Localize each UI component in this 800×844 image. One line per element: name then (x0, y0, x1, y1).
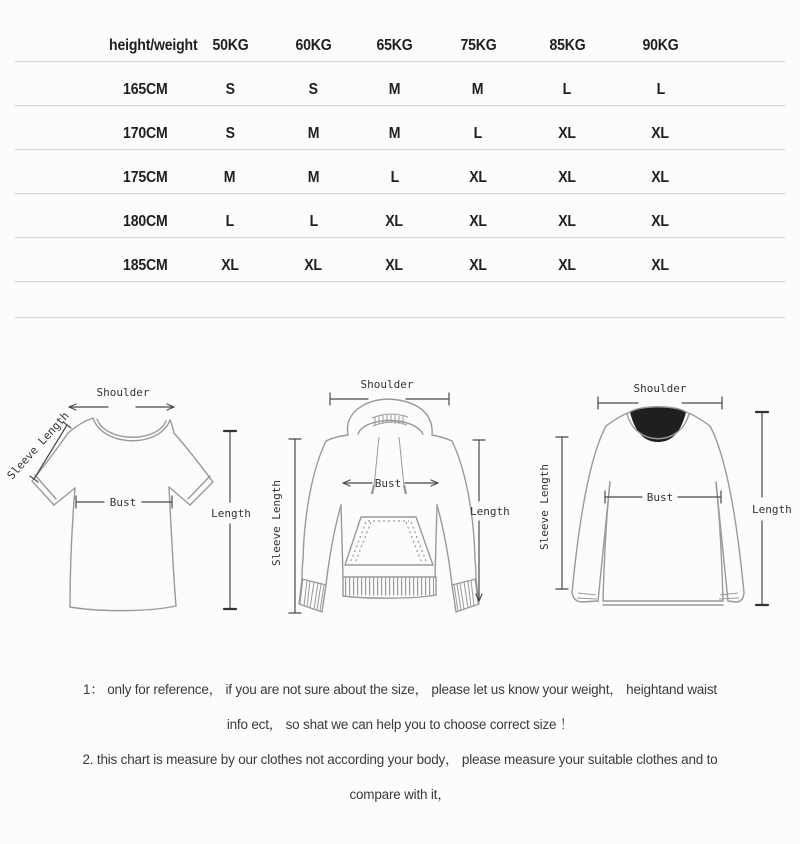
row-label: 170CM (122, 125, 168, 142)
table-cell (187, 257, 273, 281)
header-75kg: 75KG (459, 37, 497, 54)
table-cell (187, 125, 273, 149)
row-label-cell (15, 125, 187, 149)
size-value: XL (221, 257, 239, 274)
size-chart-table (15, 0, 785, 318)
tshirt-length-label: Length (211, 507, 251, 520)
note-1-line-2: info ect， so shat we can help you to choose correct size ！ (226, 717, 574, 732)
cuff-wrinkles (577, 593, 739, 599)
table-header-cell (273, 37, 354, 61)
table-cell (435, 81, 521, 105)
table-cell (613, 213, 708, 237)
row-label-cell (15, 213, 187, 237)
size-value: XL (385, 213, 404, 230)
size-value: M (388, 125, 401, 142)
size-value: XL (558, 169, 576, 186)
table-cell (521, 81, 613, 105)
size-value: XL (651, 169, 670, 186)
size-value: S (225, 125, 235, 142)
header-60kg: 60KG (295, 37, 332, 54)
longsleeve-shoulder-label: Shoulder (633, 382, 687, 395)
table-cell (613, 257, 708, 281)
hoodie-measure-lines (289, 393, 485, 613)
header-90kg: 90KG (642, 37, 679, 54)
tshirt-bust-label: Bust (109, 496, 137, 509)
table-cell (273, 81, 354, 105)
size-value: XL (558, 257, 576, 274)
size-value: L (473, 125, 483, 142)
table-cell (435, 257, 521, 281)
size-value: XL (304, 257, 323, 274)
size-value: S (225, 81, 235, 98)
size-value: XL (469, 169, 487, 186)
table-header-cell (15, 37, 198, 61)
row-label: 165CM (122, 81, 168, 98)
table-row (15, 62, 785, 106)
table-cell (521, 169, 613, 193)
table-row (15, 150, 785, 194)
table-cell (354, 169, 435, 193)
size-value: L (390, 169, 399, 186)
table-cell (273, 125, 354, 149)
table-cell (187, 169, 273, 193)
size-value: L (656, 81, 665, 98)
table-row (15, 106, 785, 150)
size-value: M (472, 81, 484, 98)
longsleeve-sleeve-length-label: Sleeve Length (538, 463, 551, 551)
longsleeve-length-label: Length (752, 503, 792, 516)
table-cell (273, 213, 354, 237)
header-65kg: 65KG (376, 37, 413, 54)
table-empty-row (15, 282, 785, 318)
longsleeve-bust-label: Bust (646, 491, 674, 504)
collar-fill (630, 407, 686, 442)
size-value: XL (558, 125, 576, 142)
table-cell (273, 169, 354, 193)
row-label-cell (15, 169, 187, 193)
row-label-cell (15, 257, 187, 281)
table-cell (521, 213, 613, 237)
table-cell (354, 257, 435, 281)
table-header-cell (521, 37, 613, 61)
measurement-diagrams (0, 355, 800, 650)
size-value: L (562, 81, 572, 98)
size-value: M (307, 125, 320, 142)
size-value: L (309, 213, 318, 230)
size-value: XL (651, 125, 670, 142)
size-value: S (308, 81, 319, 98)
hoodie-shoulder-label: Shoulder (360, 378, 414, 391)
table-cell (435, 125, 521, 149)
table-header-cell (435, 37, 521, 61)
tshirt-sleeve-length-label: Sleeve Length (4, 409, 72, 483)
table-cell (613, 169, 708, 193)
size-value: XL (469, 213, 487, 230)
note-2-line-1: 2. this chart is measure by our clothes not according your body， please measure your suitable clothes and to (82, 752, 718, 767)
size-value: XL (651, 213, 670, 230)
hoodie-diagram (266, 355, 530, 650)
table-cell (273, 257, 354, 281)
table-cell (613, 81, 708, 105)
note-2-line-2: compare with it， (349, 787, 451, 802)
hoodie-bust-label: Bust (374, 477, 402, 490)
table-cell (521, 125, 613, 149)
table-header-cell (613, 37, 708, 61)
tshirt-outline (32, 418, 213, 611)
size-value: M (307, 169, 320, 186)
table-row (15, 194, 785, 238)
longsleeve-diagram (530, 355, 800, 650)
table-header-cell (354, 37, 435, 61)
table-cell (435, 169, 521, 193)
tshirt-diagram (0, 355, 266, 650)
table-cell (613, 125, 708, 149)
size-value: XL (558, 213, 576, 230)
table-cell (187, 213, 273, 237)
table-cell (521, 257, 613, 281)
size-value: XL (651, 257, 670, 274)
size-value: XL (469, 257, 487, 274)
notes-section (0, 672, 800, 812)
hoodie-length-label: Length (470, 505, 510, 518)
pocket-stitching (351, 521, 426, 561)
table-header-row (15, 0, 785, 62)
header-50kg: 50KG (211, 37, 249, 54)
table-cell (354, 81, 435, 105)
size-value: XL (385, 257, 404, 274)
size-value: L (225, 213, 235, 230)
header-85kg: 85KG (548, 37, 586, 54)
row-label: 175CM (122, 169, 168, 186)
hoodie-sleeve-length-label: Sleeve Length (270, 479, 283, 567)
table-cell (187, 81, 273, 105)
table-cell (435, 213, 521, 237)
size-value: M (388, 81, 401, 98)
header-height-weight: height/weight (109, 37, 198, 54)
size-value: M (224, 169, 236, 186)
table-row (15, 238, 785, 282)
table-cell (354, 125, 435, 149)
table-cell (354, 213, 435, 237)
tshirt-shoulder-label: Shoulder (96, 386, 150, 399)
note-1-line-1: 1： only for reference， if you are not sure about the size， please let us know your weight， heightand waist (83, 682, 717, 697)
row-label: 185CM (122, 257, 168, 274)
row-label-cell (15, 81, 187, 105)
table-header-cell (187, 37, 273, 61)
row-label: 180CM (122, 213, 168, 230)
